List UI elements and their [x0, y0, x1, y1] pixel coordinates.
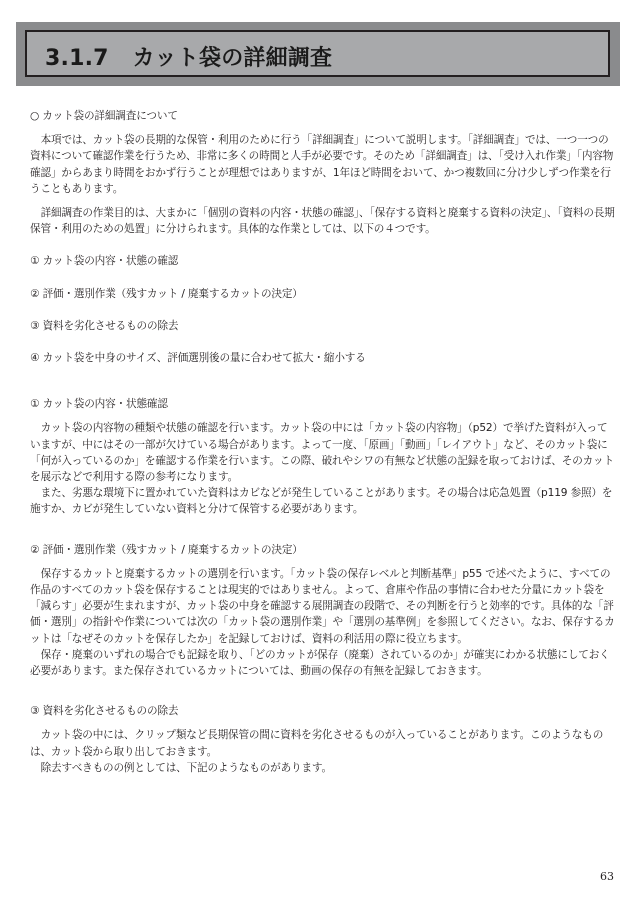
section-1-paragraph-1: カット袋の内容物の種類や状態の確認を行います。カット袋の中には「カット袋の内容物」（p52）で挙げた資料が入っていますが、中にはその一部が欠けている場合があります。よって一度、「原画」「動画」「レイアウト」など、そのカット袋に「何が入っているのか」を確認する作業を行います。この際、破れやシワの有無など状態の記録を取っておけば、そのカットを展示などで利用する際の参考になります。	[30, 422, 614, 484]
intro-paragraph-2: 詳細調査の作業目的は、大まかに「個別の資料の内容・状態の確認」、「保存する資料と廃棄する資料の決定」、「資料の長期保管・利用のための処置」に分けられます。具体的な作業としては、以下の４つです。	[30, 207, 615, 236]
section-1-heading: ① カット袋の内容・状態確認	[30, 398, 168, 411]
list-item-2: ② 評価・選別作業（残すカット / 廃棄するカットの決定）	[30, 287, 303, 300]
section-number: 3.1.7	[45, 46, 109, 71]
document-body	[30, 108, 616, 776]
section-2-heading: ② 評価・選別作業（残すカット / 廃棄するカットの決定）	[30, 543, 303, 556]
intro-heading: ○ カット袋の詳細調査について	[30, 110, 178, 122]
list-item-1: ① カット袋の内容・状態の確認	[30, 255, 179, 268]
section-2-paragraph-1: 保存するカットと廃棄するカットの選別を行います。「カット袋の保存レベルと判断基準」p55 で述べたように、すべての作品のすべてのカット袋を保存することは現実的ではありません。よって、倉庫や作品の事情に合わせた分量にカット袋を「減らす」必要が生まれますが、カット袋の中身を確認する展開調査の段階で、その判断を行うと効率的です。具体的な「評価・選別」の指針や作業については次の「カット袋の選別作業」や「選別の基準例」を参照してください。なお、保存するカットは「なぜそのカットを保存したか」を記録しておけば、資料の利活用の際に役立ちます。	[30, 567, 615, 645]
section-title: カット袋の詳細調査	[132, 46, 333, 71]
section-2-paragraph-2: 保存・廃棄のいずれの場合でも記録を取り、「どのカットが保存（廃棄）されているのか」が確実にわかる状態にしておく必要があります。また保存されているカットについては、動画の保存の有無を記録しておきます。	[30, 648, 610, 678]
page-title	[45, 41, 332, 72]
list-item-4: ④ カット袋を中身のサイズ、評価選別後の量に合わせて拡大・縮小する	[30, 352, 366, 365]
section-3-paragraph-2: 除去すべきものの例としては、下記のようなものがあります。	[40, 761, 332, 774]
section-3-paragraph-1: カット袋の中には、クリップ類など長期保管の間に資料を劣化させるものが入っていることがあります。このようなものは、カット袋から取り出しておきます。	[30, 729, 604, 758]
list-item-3: ③ 資料を劣化させるものの除去	[30, 319, 179, 332]
section-1-paragraph-2: また、劣悪な環境下に置かれていた資料はカビなどが発生していることがあります。その場合は応急処置（p119 参照）を施すか、カビが発生していない資料と分けて保管する必要があります。	[30, 487, 613, 516]
section-header	[16, 22, 620, 86]
page-number: 63	[600, 870, 614, 883]
section-3-heading: ③ 資料を劣化させるものの除去	[30, 705, 179, 718]
section-header-box	[25, 30, 610, 77]
intro-paragraph-1: 本項では、カット袋の長期的な保管・利用のために行う「詳細調査」について説明します。「詳細調査」では、一つ一つの資料について確認作業を行うため、非常に多くの時間と人手が必要です。そのため「詳細調査」は、「受け入れ作業」「内容物確認」からあまり時間をおかず行うことが理想ではありますが、1年ほど時間をおいて、かつ複数回に分け少しずつ作業を行うこともあります。	[30, 134, 614, 195]
